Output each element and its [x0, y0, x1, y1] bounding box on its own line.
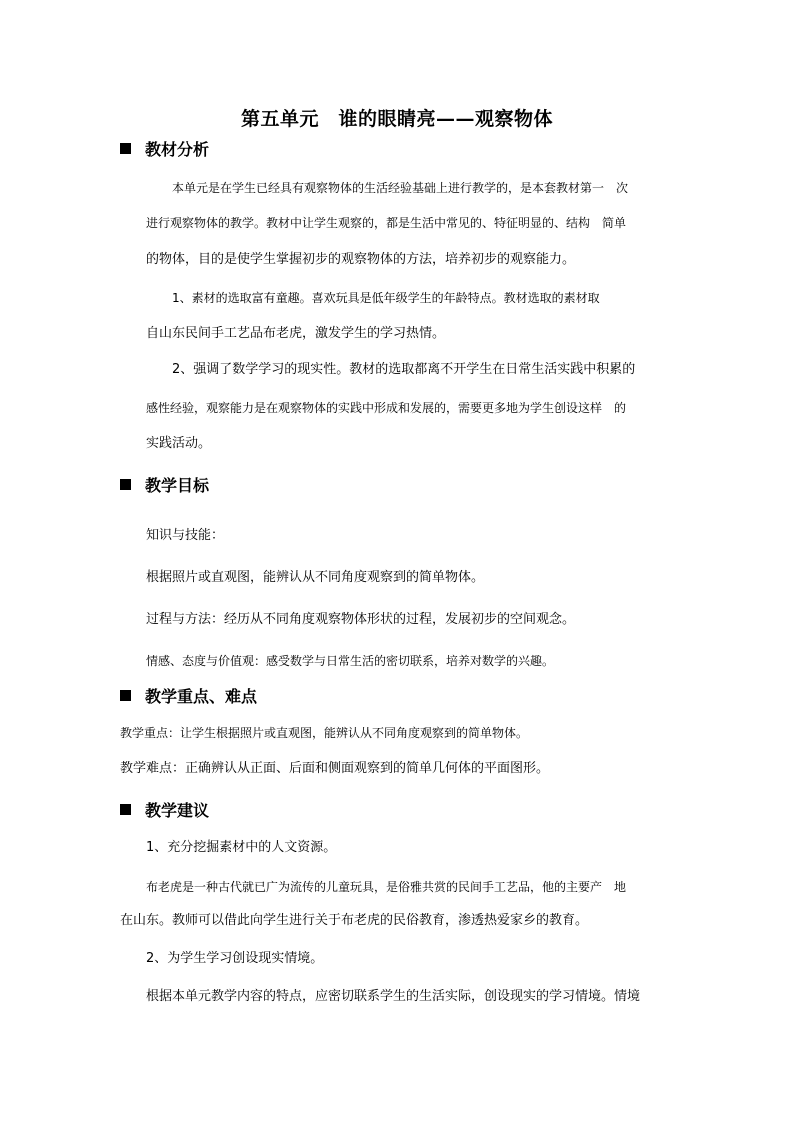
paragraph-line: 本单元是在学生已经具有观察物体的生活经验基础上进行教学的，是本套教材第一 次 — [172, 181, 629, 195]
paragraph-line: 情感、态度与价值观：感受数学与日常生活的密切联系，培养对数学的兴趣。 — [146, 654, 555, 668]
paragraph-line: 2、为学生学习创设现实情境。 — [146, 951, 324, 966]
section-heading-text: 教学建议 — [145, 801, 210, 820]
section-heading-suggestions — [120, 798, 209, 821]
square-bullet-icon — [120, 479, 131, 490]
section-heading-text: 教学目标 — [145, 476, 210, 495]
paragraph-line: 进行观察物体的教学。教材中让学生观察的，都是生活中常见的、特征明显的、结构 简单 — [146, 216, 627, 230]
paragraph-line: 1、素材的选取富有童趣。喜欢玩具是低年级学生的年龄特点。教材选取的素材取 — [172, 291, 600, 305]
square-bullet-icon — [120, 143, 131, 154]
section-heading-text: 教学重点、难点 — [145, 687, 258, 706]
paragraph-line: 知识与技能： — [146, 528, 225, 543]
page-title: 第五单元 谁的眼睛亮——观察物体 — [240, 108, 553, 130]
paragraph-line: 教学重点：让学生根据照片或直观图，能辨认从不同角度观察到的简单物体。 — [120, 726, 529, 740]
square-bullet-icon — [120, 690, 131, 701]
paragraph-line: 的物体，目的是使学生掌握初步的观察物体的方法，培养初步的观察能力。 — [146, 252, 576, 267]
paragraph-line: 1、充分挖掘素材中的人文资源。 — [146, 840, 337, 855]
section-heading-analysis — [120, 137, 209, 160]
paragraph-line: 感性经验，观察能力是在观察物体的实践中形成和发展的，需要更多地为学生创设这样 的 — [146, 401, 627, 415]
paragraph-line: 过程与方法：经历从不同角度观察物体形状的过程，发展初步的空间观念。 — [146, 612, 576, 627]
paragraph-line: 在山东。教师可以借此向学生进行关于布老虎的民俗教育，渗透热爱家乡的教育。 — [120, 913, 589, 928]
paragraph-line: 自山东民间手工艺品布老虎，激发学生的学习热情。 — [146, 326, 446, 341]
section-heading-text: 教材分析 — [145, 140, 210, 159]
paragraph-line: 教学难点：正确辨认从正面、后面和侧面观察到的简单几何体的平面图形。 — [120, 761, 550, 776]
paragraph-line: 根据照片或直观图，能辨认从不同角度观察到的简单物体。 — [146, 570, 485, 585]
paragraph-line: 根据本单元教学内容的特点，应密切联系学生的生活实际，创设现实的学习情境。情境 — [146, 989, 641, 1004]
paragraph-line: 实践活动。 — [146, 436, 212, 451]
section-heading-goals — [120, 473, 209, 496]
paragraph-line: 布老虎是一种古代就已广为流传的儿童玩具，是俗雅共赏的民间手工艺品，他的主要产 地 — [146, 880, 627, 894]
square-bullet-icon — [120, 804, 131, 815]
paragraph-line: 2、强调了数学学习的现实性。教材的选取都离不开学生在日常生活实践中积累的 — [172, 362, 636, 377]
section-heading-key-points — [120, 684, 257, 707]
